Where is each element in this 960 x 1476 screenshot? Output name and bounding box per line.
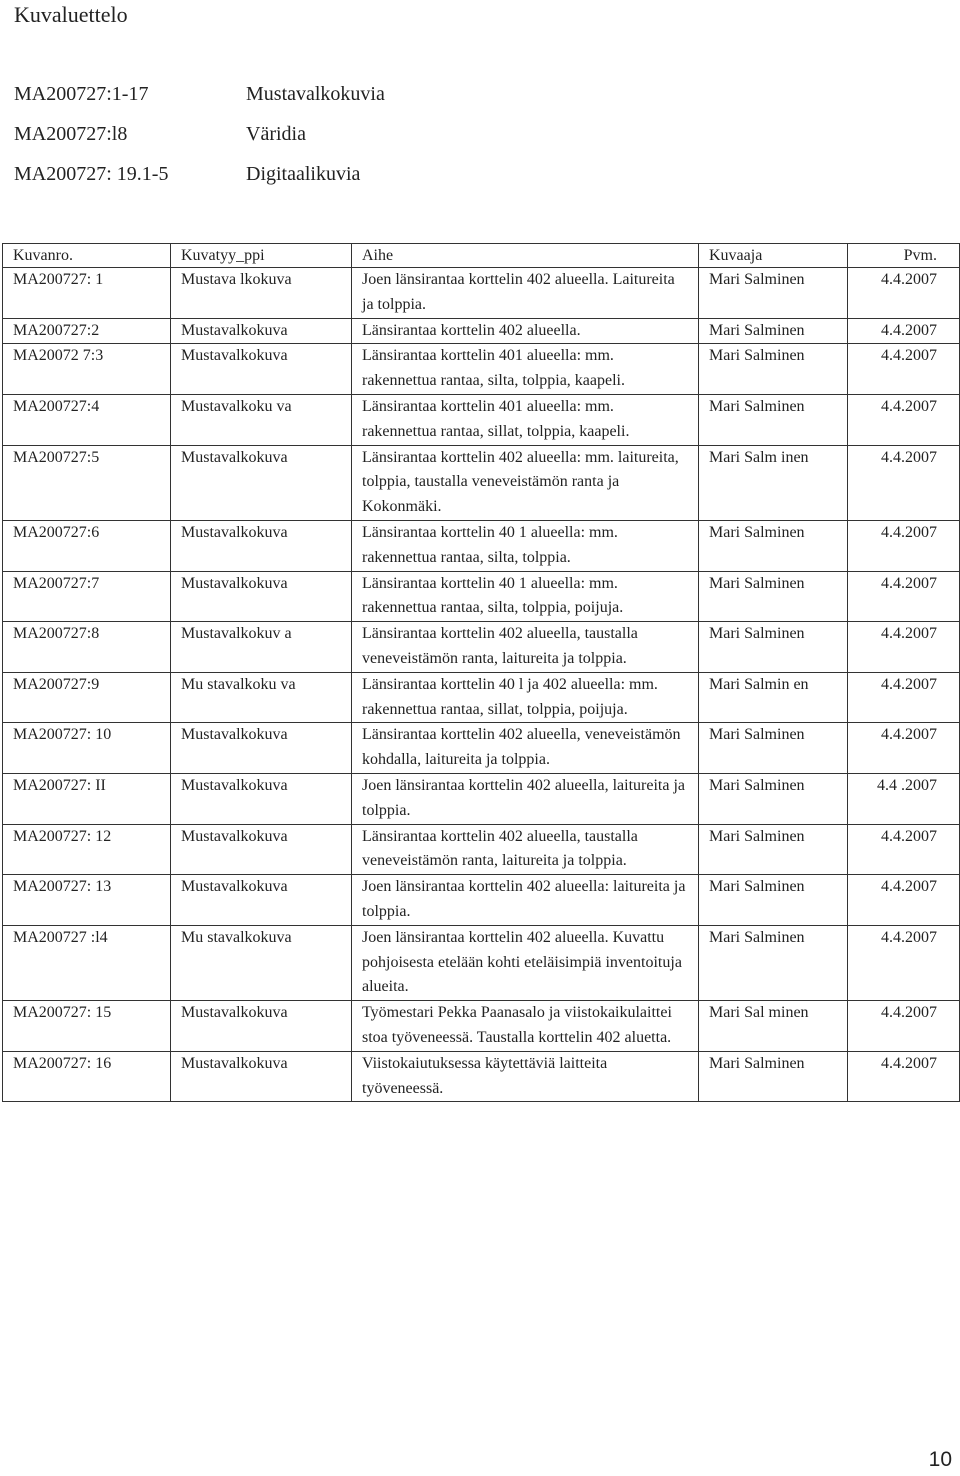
cell-date: 4.4 .2007 xyxy=(848,773,960,824)
index-code: MA200727:1-17 xyxy=(14,83,149,105)
table-row xyxy=(3,394,960,445)
cell-image-type: Mustavalkokuva xyxy=(171,318,352,344)
index-kind: Mustavalkokuvia xyxy=(246,83,385,105)
cell-photographer: Mari Salminen xyxy=(699,268,848,319)
cell-image-number: MA200727: 13 xyxy=(3,875,171,926)
cell-date: 4.4.2007 xyxy=(848,394,960,445)
cell-photographer: Mari Salmin en xyxy=(699,672,848,723)
cell-image-type: Mu stavalkokuva xyxy=(171,925,352,1000)
cell-subject: Länsirantaa korttelin 40 1 alueella: mm. rakennettua rantaa, silta, tolppia. xyxy=(352,520,699,571)
header-image-number: Kuvanro. xyxy=(3,244,171,268)
cell-image-number: MA200727:4 xyxy=(3,394,171,445)
cell-image-number: MA200727: 12 xyxy=(3,824,171,875)
cell-image-number: MA200727: 15 xyxy=(3,1001,171,1052)
table-row xyxy=(3,268,960,319)
cell-image-number: MA200727 :l4 xyxy=(3,925,171,1000)
index-kind: Väridia xyxy=(246,123,306,145)
cell-image-number: MA200727:9 xyxy=(3,672,171,723)
cell-image-type: Mustavalkokuva xyxy=(171,344,352,395)
cell-date: 4.4.2007 xyxy=(848,672,960,723)
cell-image-type: Mustavalkokuva xyxy=(171,1001,352,1052)
cell-subject: Viistokaiutuksessa käytettäviä laitteita työveneessä. xyxy=(352,1051,699,1102)
cell-image-type: Mustavalkokuva xyxy=(171,824,352,875)
cell-image-type: Mu stavalkoku va xyxy=(171,672,352,723)
header-date: Pvm. xyxy=(848,244,960,268)
cell-date: 4.4.2007 xyxy=(848,445,960,520)
table-row xyxy=(3,723,960,774)
cell-image-number: MA200727:8 xyxy=(3,622,171,673)
cell-image-number: MA200727: 1 xyxy=(3,268,171,319)
cell-image-type: Mustavalkokuva xyxy=(171,445,352,520)
cell-image-type: Mustava lkokuva xyxy=(171,268,352,319)
header-photographer: Kuvaaja xyxy=(699,244,848,268)
cell-image-type: Mustavalkokuva xyxy=(171,773,352,824)
cell-subject: Länsirantaa korttelin 40 1 alueella: mm. rakennettua rantaa, silta, tolppia, poijuja. xyxy=(352,571,699,622)
cell-date: 4.4.2007 xyxy=(848,520,960,571)
table-row xyxy=(3,875,960,926)
cell-image-type: Mustavalkokuva xyxy=(171,1051,352,1102)
header-subject: Aihe xyxy=(352,244,699,268)
cell-image-number: MA200727:6 xyxy=(3,520,171,571)
cell-photographer: Mari Salminen xyxy=(699,622,848,673)
table-row xyxy=(3,571,960,622)
cell-date: 4.4.2007 xyxy=(848,268,960,319)
header-image-type: Kuvatyy_ppi xyxy=(171,244,352,268)
image-catalog-table xyxy=(2,243,960,1102)
cell-subject: Länsirantaa korttelin 402 alueella, veneveistämön kohdalla, laitureita ja tolppia. xyxy=(352,723,699,774)
cell-subject: Länsirantaa korttelin 402 alueella. xyxy=(352,318,699,344)
cell-image-type: Mustavalkokuva xyxy=(171,520,352,571)
cell-date: 4.4.2007 xyxy=(848,1001,960,1052)
index-code: MA200727: 19.1-5 xyxy=(14,163,169,185)
cell-image-number: MA200727: II xyxy=(3,773,171,824)
table-row xyxy=(3,773,960,824)
cell-date: 4.4.2007 xyxy=(848,318,960,344)
cell-date: 4.4.2007 xyxy=(848,875,960,926)
cell-subject: Työmestari Pekka Paanasalo ja viistokaikulaittei stoa työveneessä. Taustalla korttelin 402 aluetta. xyxy=(352,1001,699,1052)
table-row xyxy=(3,1051,960,1102)
cell-image-type: Mustavalkokuv a xyxy=(171,622,352,673)
cell-image-type: Mustavalkokuva xyxy=(171,875,352,926)
page-title: Kuvaluettelo xyxy=(14,2,128,27)
table-row xyxy=(3,1001,960,1052)
cell-photographer: Mari Salminen xyxy=(699,824,848,875)
table-row xyxy=(3,520,960,571)
cell-image-number: MA200727:2 xyxy=(3,318,171,344)
table-row xyxy=(3,672,960,723)
cell-photographer: Mari Salminen xyxy=(699,394,848,445)
cell-photographer: Mari Salminen xyxy=(699,875,848,926)
cell-date: 4.4.2007 xyxy=(848,723,960,774)
cell-photographer: Mari Salminen xyxy=(699,571,848,622)
cell-image-number: MA200727: 10 xyxy=(3,723,171,774)
cell-subject: Joen länsirantaa korttelin 402 alueella, laitureita ja tolppia. xyxy=(352,773,699,824)
cell-subject: Joen länsirantaa korttelin 402 alueella. Kuvattu pohjoisesta etelään kohti eteläisimpiä inventoituja alueita. xyxy=(352,925,699,1000)
cell-date: 4.4.2007 xyxy=(848,1051,960,1102)
cell-date: 4.4.2007 xyxy=(848,571,960,622)
table-row xyxy=(3,925,960,1000)
cell-date: 4.4.2007 xyxy=(848,824,960,875)
cell-subject: Länsirantaa korttelin 402 alueella: mm. laitureita, tolppia, taustalla veneveistämön ranta ja Kokonmäki. xyxy=(352,445,699,520)
cell-subject: Joen länsirantaa korttelin 402 alueella. Laitureita ja tolppia. xyxy=(352,268,699,319)
cell-photographer: Mari Salminen xyxy=(699,773,848,824)
table-row xyxy=(3,622,960,673)
cell-photographer: Mari Salminen xyxy=(699,925,848,1000)
cell-image-type: Mustavalkoku va xyxy=(171,394,352,445)
cell-photographer: Mari Salminen xyxy=(699,318,848,344)
cell-subject: Joen länsirantaa korttelin 402 alueella: laitureita ja tolppia. xyxy=(352,875,699,926)
table-row xyxy=(3,318,960,344)
cell-subject: Länsirantaa korttelin 401 alueella: mm. rakennettua rantaa, silta, tolppia, kaapeli. xyxy=(352,344,699,395)
index-kind: Digitaalikuvia xyxy=(246,163,361,185)
table-row xyxy=(3,824,960,875)
cell-subject: Länsirantaa korttelin 401 alueella: mm. rakennettua rantaa, sillat, tolppia, kaapeli. xyxy=(352,394,699,445)
cell-image-type: Mustavalkokuva xyxy=(171,571,352,622)
cell-photographer: Mari Sal minen xyxy=(699,1001,848,1052)
cell-photographer: Mari Salminen xyxy=(699,520,848,571)
cell-image-number: MA200727:7 xyxy=(3,571,171,622)
cell-subject: Länsirantaa korttelin 402 alueella, taustalla veneveistämön ranta, laitureita ja tolppia. xyxy=(352,824,699,875)
page-number: 10 xyxy=(928,1448,952,1471)
cell-subject: Länsirantaa korttelin 402 alueella, taustalla veneveistämön ranta, laitureita ja tolppia. xyxy=(352,622,699,673)
cell-photographer: Mari Salminen xyxy=(699,1051,848,1102)
index-code: MA200727:l8 xyxy=(14,123,128,145)
cell-image-number: MA20072 7:3 xyxy=(3,344,171,395)
table-body xyxy=(3,268,960,1102)
table-header-row xyxy=(3,244,960,268)
cell-subject: Länsirantaa korttelin 40 l ja 402 alueella: mm. rakennettua rantaa, sillat, tolppia, poijuja. xyxy=(352,672,699,723)
cell-date: 4.4.2007 xyxy=(848,925,960,1000)
cell-photographer: Mari Salminen xyxy=(699,344,848,395)
table-row xyxy=(3,344,960,395)
cell-photographer: Mari Salm inen xyxy=(699,445,848,520)
cell-image-number: MA200727: 16 xyxy=(3,1051,171,1102)
cell-image-type: Mustavalkokuva xyxy=(171,723,352,774)
table-row xyxy=(3,445,960,520)
cell-date: 4.4.2007 xyxy=(848,622,960,673)
cell-photographer: Mari Salminen xyxy=(699,723,848,774)
cell-image-number: MA200727:5 xyxy=(3,445,171,520)
cell-date: 4.4.2007 xyxy=(848,344,960,395)
